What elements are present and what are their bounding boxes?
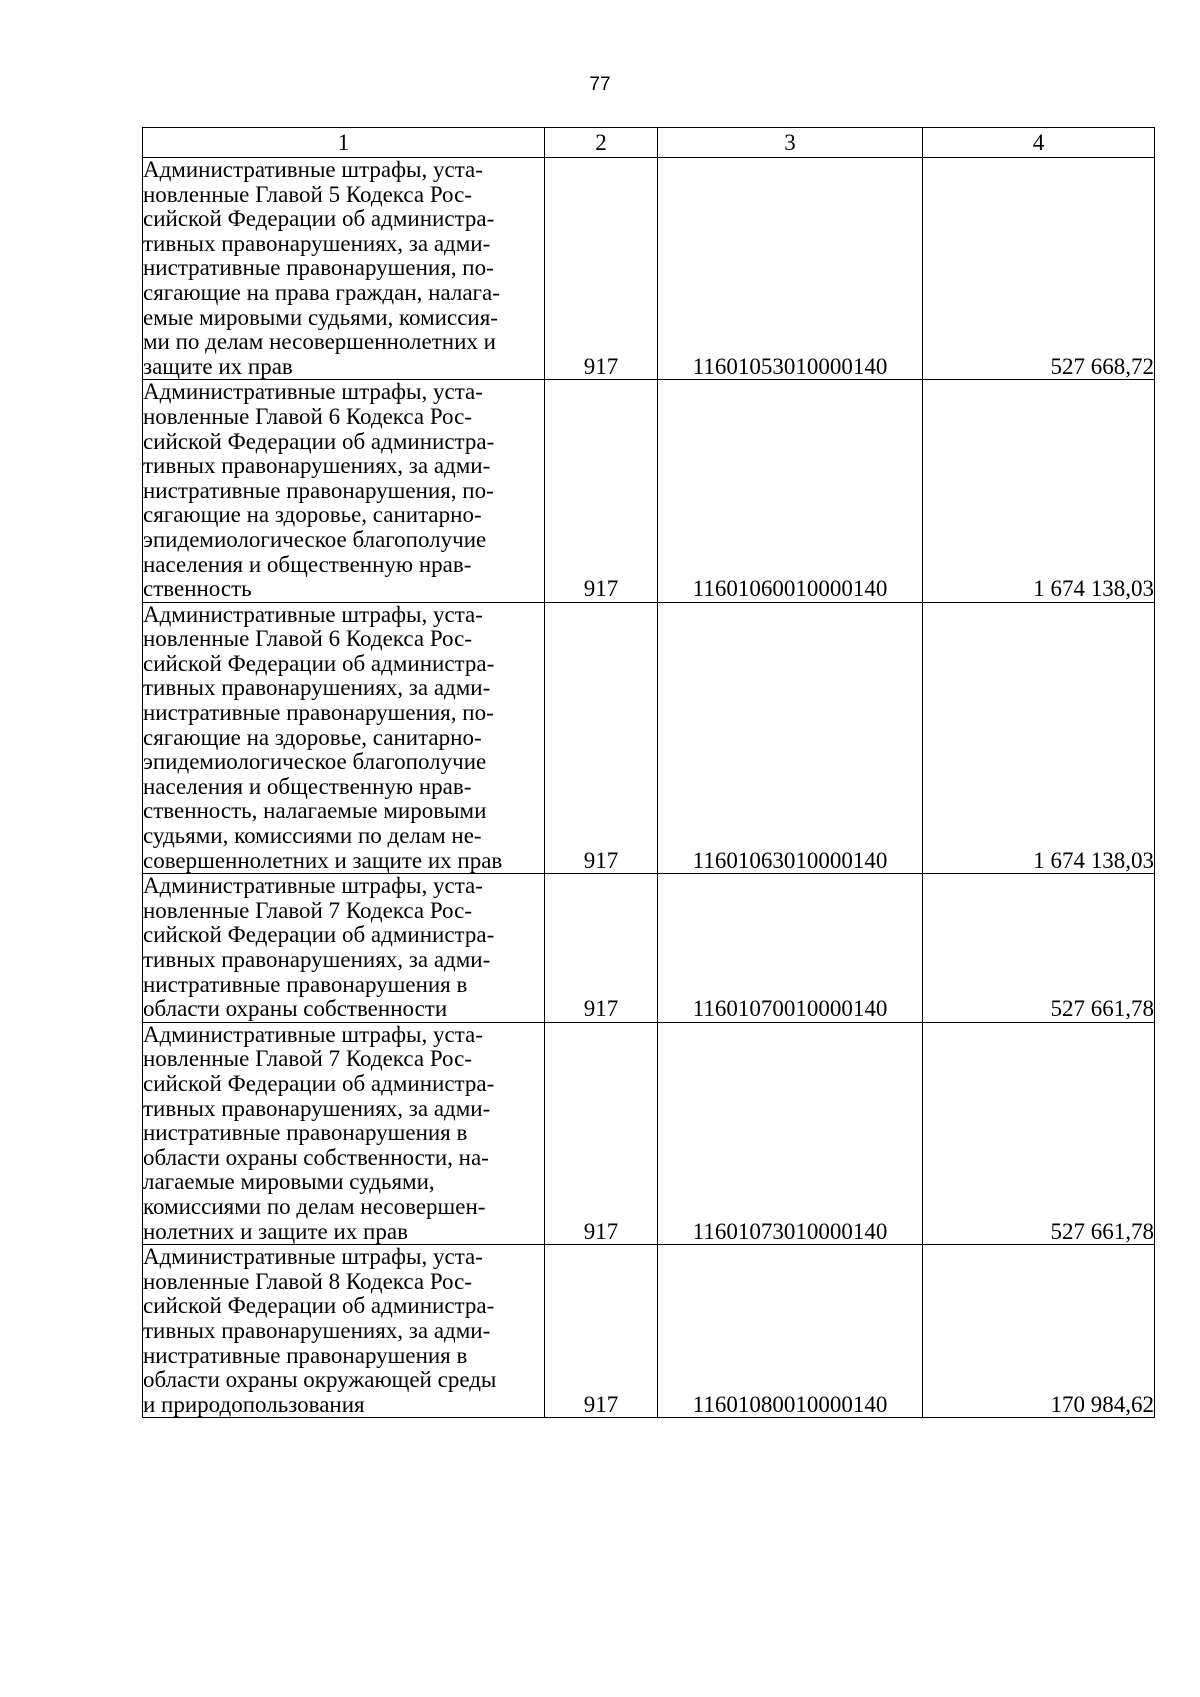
description-line: нистративные правонарушения в [143, 1342, 468, 1368]
row-description [143, 1022, 545, 1244]
row-amount: 1 674 138,03 [923, 380, 1155, 602]
description-line: ми по делам несовершеннолетних и [143, 329, 496, 355]
description-line: комиссиями по делам несовершен- [143, 1193, 486, 1219]
row-amount: 527 661,78 [923, 1022, 1155, 1244]
description-line: Административные штрафы, уста- [143, 379, 483, 405]
page-number: 77 [589, 74, 611, 95]
description-line: Административные штрафы, уста- [143, 157, 483, 182]
description-line: совершеннолетних и защите их прав [143, 847, 503, 873]
row-budget-code: 11601060010000140 [658, 380, 923, 602]
description-line: сийской Федерации об администра- [143, 428, 495, 454]
description-line: Административные штрафы, уста- [143, 1021, 483, 1047]
description-line: сийской Федерации об администра- [143, 1070, 495, 1096]
description-line: емые мировыми судьями, комиссия- [143, 304, 498, 330]
description-line: нистративные правонарушения в [143, 1120, 468, 1146]
table-row [143, 1245, 1155, 1418]
description-line: новленные Главой 6 Кодекса Рос- [143, 403, 472, 429]
table-row [143, 602, 1155, 874]
header-col-3: 3 [658, 128, 923, 158]
table-row [143, 158, 1155, 380]
description-line: Административные штрафы, уста- [143, 873, 483, 899]
description-line: ственность [143, 576, 252, 602]
description-line: Административные штрафы, уста- [143, 1244, 483, 1270]
row-amount: 527 668,72 [923, 158, 1155, 380]
description-line: лагаемые мировыми судьями, [143, 1169, 435, 1195]
description-line: области охраны собственности [143, 996, 448, 1022]
description-line: ственность, налагаемые мировыми [143, 798, 487, 824]
row-budget-code: 11601073010000140 [658, 1022, 923, 1244]
row-budget-code: 11601053010000140 [658, 158, 923, 380]
row-admin-code: 917 [545, 1022, 658, 1244]
description-line: новленные Главой 5 Кодекса Рос- [143, 181, 472, 207]
description-line: населения и общественную нрав- [143, 551, 472, 577]
row-amount: 527 661,78 [923, 874, 1155, 1023]
row-budget-code: 11601063010000140 [658, 602, 923, 874]
row-budget-code: 11601080010000140 [658, 1245, 923, 1418]
description-line: сийской Федерации об администра- [143, 650, 495, 676]
budget-table [142, 127, 1155, 1418]
description-line: эпидемиологическое благополучие [143, 526, 487, 552]
description-line: области охраны собственности, на- [143, 1144, 489, 1170]
description-line: тивных правонарушениях, за адми- [143, 453, 491, 479]
row-description [143, 602, 545, 874]
description-line: нистративные правонарушения, по- [143, 700, 494, 726]
description-line: нистративные правонарушения, по- [143, 255, 494, 281]
header-col-2: 2 [545, 128, 658, 158]
header-col-1: 1 [143, 128, 545, 158]
description-line: тивных правонарушениях, за адми- [143, 1095, 491, 1121]
description-line: нолетних и защите их прав [143, 1218, 408, 1244]
description-line: нистративные правонарушения, по- [143, 477, 494, 503]
row-amount: 1 674 138,03 [923, 602, 1155, 874]
table-row [143, 874, 1155, 1023]
description-line: Административные штрафы, уста- [143, 601, 483, 627]
row-admin-code: 917 [545, 1245, 658, 1418]
table-row [143, 1022, 1155, 1244]
description-line: судьями, комиссиями по делам не- [143, 823, 482, 849]
row-description [143, 1245, 545, 1418]
row-admin-code: 917 [545, 380, 658, 602]
description-line: сягающие на здоровье, санитарно- [143, 502, 482, 528]
row-admin-code: 917 [545, 602, 658, 874]
table-header [143, 128, 1155, 158]
table-row [143, 380, 1155, 602]
description-line: сийской Федерации об администра- [143, 922, 495, 948]
description-line: нистративные правонарушения в [143, 971, 468, 997]
row-admin-code: 917 [545, 158, 658, 380]
row-amount: 170 984,62 [923, 1245, 1155, 1418]
description-line: и природопользования [143, 1391, 365, 1417]
description-line: новленные Главой 7 Кодекса Рос- [143, 1046, 472, 1072]
header-col-4: 4 [923, 128, 1155, 158]
description-line: сийской Федерации об администра- [143, 206, 495, 232]
row-description [143, 874, 545, 1023]
row-description [143, 380, 545, 602]
description-line: населения и общественную нрав- [143, 773, 472, 799]
description-line: новленные Главой 6 Кодекса Рос- [143, 626, 472, 652]
description-line: новленные Главой 8 Кодекса Рос- [143, 1268, 472, 1294]
description-line: тивных правонарушениях, за адми- [143, 947, 491, 972]
description-line: тивных правонарушениях, за адми- [143, 230, 491, 256]
description-line: тивных правонарушениях, за адми- [143, 1317, 491, 1343]
description-line: сягающие на права граждан, налага- [143, 279, 500, 305]
description-line: сягающие на здоровье, санитарно- [143, 724, 482, 750]
row-budget-code: 11601070010000140 [658, 874, 923, 1023]
description-line: новленные Главой 7 Кодекса Рос- [143, 897, 472, 923]
description-line: защите их прав [143, 353, 293, 379]
description-line: эпидемиологическое благополучие [143, 749, 487, 775]
row-admin-code: 917 [545, 874, 658, 1023]
table-body [143, 158, 1155, 1418]
description-line: области охраны окружающей среды [143, 1367, 497, 1393]
description-line: сийской Федерации об администра- [143, 1293, 495, 1319]
description-line: тивных правонарушениях, за адми- [143, 675, 491, 701]
header-row [143, 128, 1155, 158]
row-description [143, 158, 545, 380]
